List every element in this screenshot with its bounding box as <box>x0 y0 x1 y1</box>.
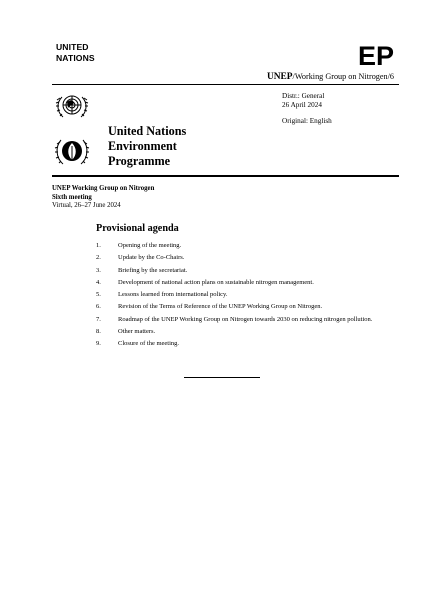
unep-emblem-icon <box>50 130 94 170</box>
meeting-info <box>52 185 154 211</box>
agenda-item-text: Other matters. <box>118 328 156 336</box>
agenda-item <box>96 242 396 250</box>
symbol-rest: /Working Group on Nitrogen/6 <box>292 72 394 81</box>
agenda-item-text: Development of national action plans on sustainable nitrogen management. <box>118 278 314 286</box>
agenda-item-text: Revision of the Terms of Reference of the UNEP Working Group on Nitrogen. <box>118 303 323 311</box>
agenda-item <box>96 328 396 336</box>
un-wordmark-line1: UNITED <box>56 42 89 52</box>
agenda-title: Provisional agenda <box>96 223 179 234</box>
agenda-item <box>96 303 396 311</box>
header-rule <box>52 84 399 85</box>
meeting-venue-dates: Virtual, 26–27 June 2024 <box>52 202 121 210</box>
agenda-item-number: 6. <box>96 303 101 311</box>
meeting-session: Sixth meeting <box>52 193 92 201</box>
agenda-item-number: 2. <box>96 254 101 262</box>
agenda-item-text: Briefing by the secretariat. <box>118 266 188 274</box>
agenda-item-number: 9. <box>96 340 101 348</box>
agenda-item-text: Roadmap of the UNEP Working Group on Nitrogen towards 2030 on reducing nitrogen pollution. <box>118 315 373 323</box>
masthead-rule <box>52 175 399 177</box>
programme-name-line1: United Nations <box>108 124 187 138</box>
document-symbol <box>267 72 394 82</box>
agenda-item-number: 4. <box>96 278 101 286</box>
agenda-item-number: 7. <box>96 315 101 323</box>
agenda-item-number: 8. <box>96 328 101 336</box>
agenda-item <box>96 267 396 275</box>
agenda-item-text: Closure of the meeting. <box>118 340 180 348</box>
agenda-item <box>96 316 396 324</box>
agenda-item <box>96 279 396 287</box>
programme-name <box>108 124 186 169</box>
distribution: Distr.: General <box>282 92 325 100</box>
agenda-list <box>96 242 396 353</box>
meeting-body: UNEP Working Group on Nitrogen <box>52 185 155 192</box>
agenda-item-text: Lessons learned from international policy. <box>118 291 228 299</box>
un-wordmark-line2: NATIONS <box>56 52 95 63</box>
agenda-item-number: 5. <box>96 291 101 299</box>
agenda-item-number: 3. <box>96 266 101 274</box>
agenda-item <box>96 254 396 262</box>
programme-name-line3: Programme <box>108 154 171 168</box>
original-language: Original: English <box>282 117 332 125</box>
document-date: 26 April 2024 <box>282 101 322 109</box>
agenda-item <box>96 340 396 348</box>
un-wordmark <box>56 42 95 63</box>
programme-name-line2: Environment <box>108 139 177 153</box>
agenda-item <box>96 291 396 299</box>
symbol-prefix: UNEP <box>267 72 293 82</box>
series-code: EP <box>357 41 394 71</box>
end-of-document-rule <box>184 377 260 378</box>
un-emblem-icon <box>50 88 94 124</box>
agenda-item-text: Update by the Co-Chairs. <box>118 254 185 262</box>
agenda-item-number: 1. <box>96 242 101 249</box>
agenda-item-text: Opening of the meeting. <box>118 242 182 249</box>
